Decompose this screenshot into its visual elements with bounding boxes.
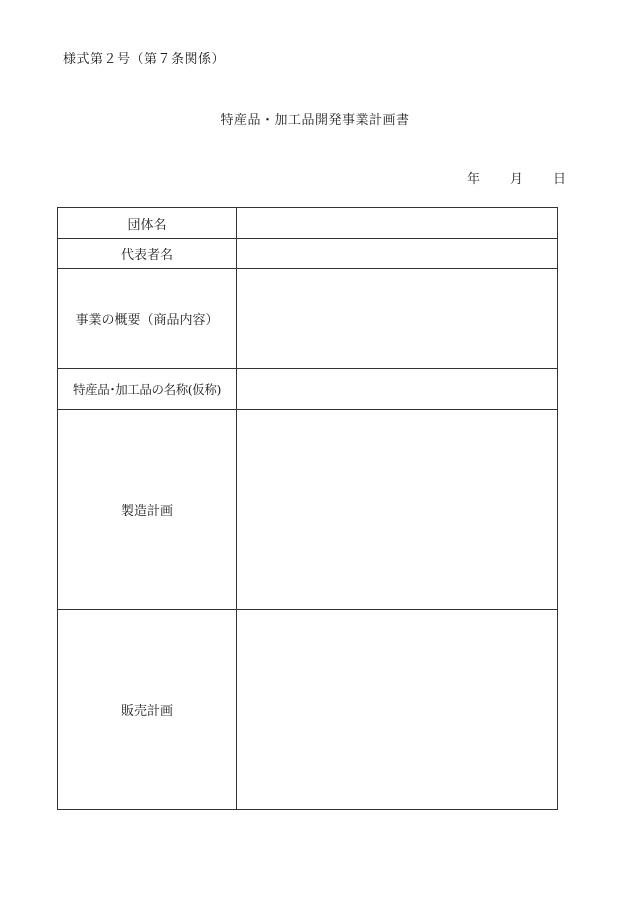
row-value-organization-name[interactable] xyxy=(237,208,558,239)
row-label-product-name: 特産品･加工品の名称(仮称) xyxy=(58,369,237,410)
table-row-product-name xyxy=(58,369,558,410)
table-row-sales-plan xyxy=(58,610,558,810)
row-value-sales-plan[interactable] xyxy=(237,610,558,810)
row-label-organization-name: 団体名 xyxy=(58,208,237,239)
row-value-project-overview[interactable] xyxy=(237,269,558,369)
row-label-representative-name: 代表者名 xyxy=(58,239,237,269)
table-row-organization-name xyxy=(58,208,558,239)
date-line xyxy=(467,168,566,187)
row-value-manufacturing-plan[interactable] xyxy=(237,410,558,610)
row-value-product-name[interactable] xyxy=(237,369,558,410)
row-label-manufacturing-plan: 製造計画 xyxy=(58,410,237,610)
table-row-representative-name xyxy=(58,239,558,269)
document-title: 特産品・加工品開発事業計画書 xyxy=(220,113,410,128)
table-row-project-overview xyxy=(58,269,558,369)
form-number: 様式第２号（第７条関係） xyxy=(63,52,226,67)
row-label-sales-plan: 販売計画 xyxy=(58,610,237,810)
plan-table xyxy=(57,207,558,810)
table-row-manufacturing-plan xyxy=(58,410,558,610)
row-value-representative-name[interactable] xyxy=(237,239,558,269)
date-month-label: 月 xyxy=(509,172,523,187)
date-day-label: 日 xyxy=(552,172,566,187)
row-label-project-overview: 事業の概要（商品内容） xyxy=(58,269,237,369)
date-year-label: 年 xyxy=(466,172,480,187)
